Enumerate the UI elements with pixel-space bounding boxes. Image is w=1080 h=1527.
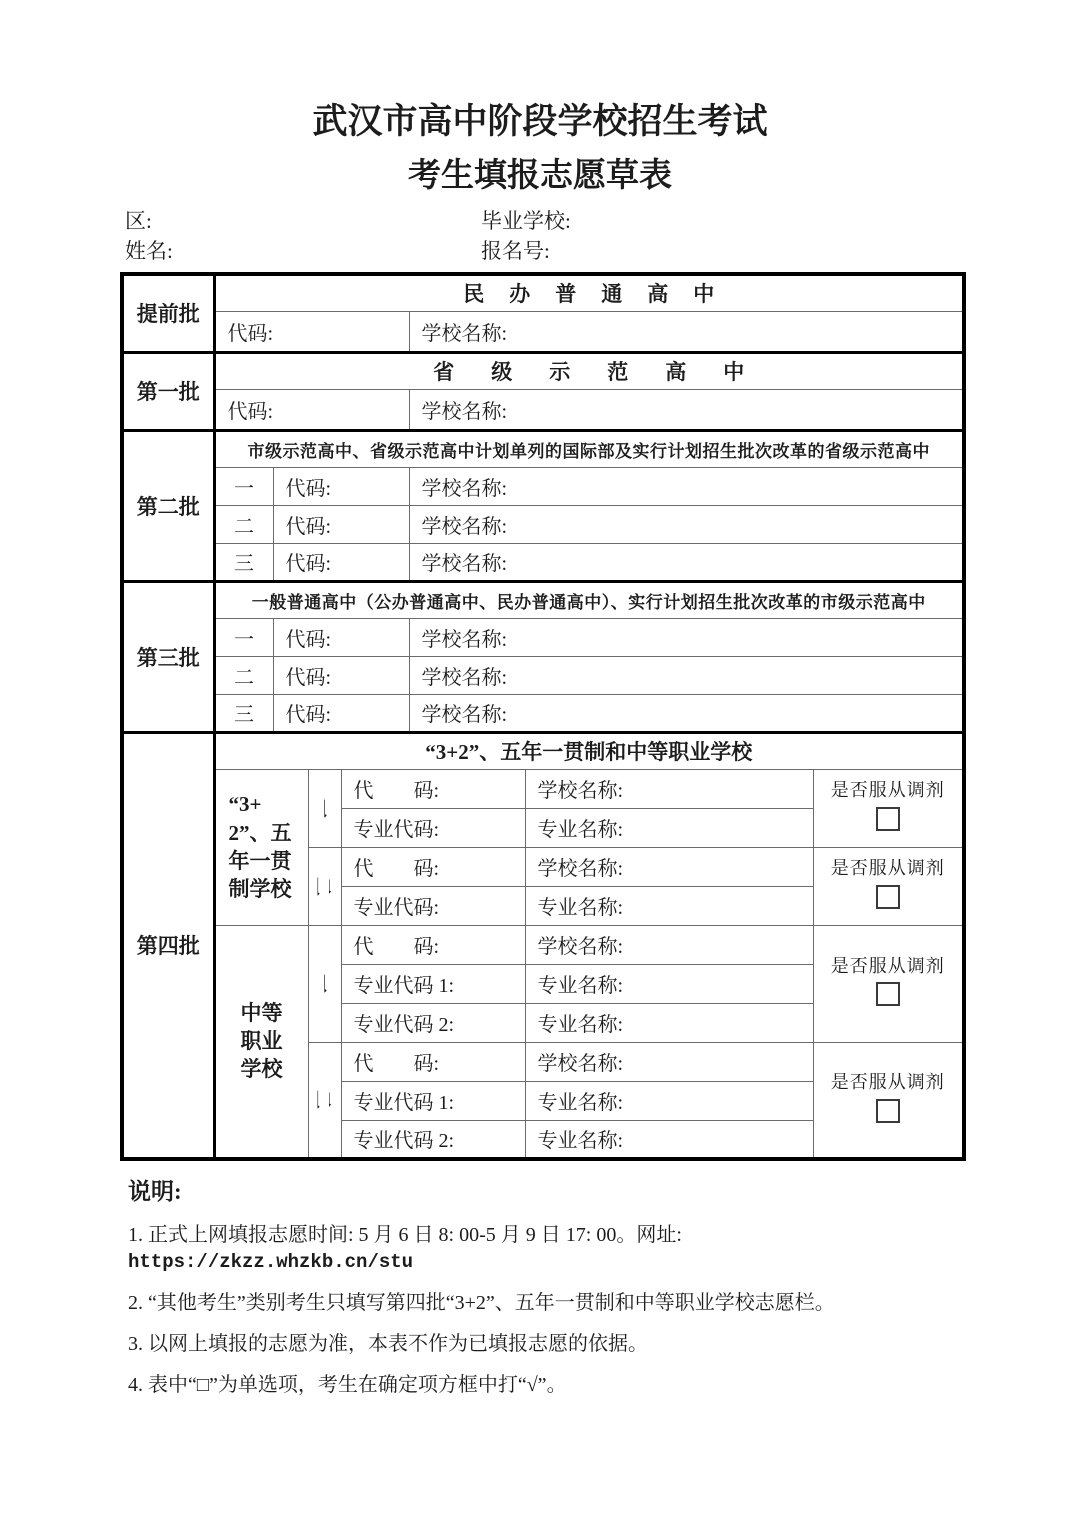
note-item-4: 4. 表中“□”为单选项，考生在确定项方框中打“√”。 — [128, 1373, 567, 1396]
school-name-label: 学校名称: — [409, 505, 964, 543]
graduation-school-label: 毕业学校: — [481, 209, 571, 233]
adjustment-checkbox[interactable] — [876, 885, 900, 909]
major-name-label: 专业名称: — [525, 964, 813, 1003]
code-label: 代码: — [273, 656, 409, 694]
school-name-label: 学校名称: — [525, 1042, 813, 1081]
major-name-label: 专业名称: — [525, 1003, 813, 1042]
choice-index: 二 — [308, 1042, 341, 1159]
adjustment-checkbox[interactable] — [876, 982, 900, 1006]
info-row-1 — [125, 206, 1080, 236]
adjustment-checkbox[interactable] — [876, 807, 900, 831]
major-code-label: 专业代码: — [341, 808, 525, 847]
website-url: https://zkzz.whzkb.cn/stu — [128, 1250, 414, 1273]
school-name-label: 学校名称: — [409, 656, 964, 694]
note-item-3: 3. 以网上填报的志愿为准，本表不作为已填报志愿的依据。 — [128, 1332, 648, 1355]
note-item-1 — [128, 1222, 958, 1275]
major-name-label: 专业名称: — [525, 1081, 813, 1120]
code-label: 代码: — [273, 467, 409, 505]
note-item-2: 2. “其他考生”类别考生只填写第四批“3+2”、五年一贯制和中等职业学校志愿栏。 — [128, 1291, 835, 1314]
choice-index: 二 — [214, 505, 273, 543]
batch-0-category-header: 民办普通高中 — [214, 274, 964, 311]
choice-index: 三 — [214, 694, 273, 732]
registration-number-label: 报名号: — [481, 239, 550, 263]
adjustment-cell — [813, 1042, 964, 1159]
school-name-label: 学校名称: — [409, 389, 964, 430]
school-name-label: 学校名称: — [409, 467, 964, 505]
major-name-label: 专业名称: — [525, 1120, 813, 1159]
candidate-info — [125, 206, 1080, 266]
adjustment-cell — [813, 925, 964, 1042]
volunteer-table — [120, 272, 966, 1161]
group-vocational-label: 中等职业学校 — [214, 925, 308, 1159]
adjustment-label: 是否服从调剂 — [830, 1071, 945, 1092]
major-code-2-label: 专业代码 2: — [341, 1003, 525, 1042]
major-name-label: 专业名称: — [525, 886, 813, 925]
batch-2-category-header: 市级示范高中、省级示范高中计划单列的国际部及实行计划招生批次改革的省级示范高中 — [214, 430, 964, 467]
major-code-1-label: 专业代码 1: — [341, 1081, 525, 1120]
school-name-label: 学校名称: — [525, 847, 813, 886]
code-label: 代码: — [273, 618, 409, 656]
batch-1-category-header: 省级示范高中 — [214, 352, 964, 389]
batch-4-label: 第四批 — [122, 732, 214, 1159]
choice-index: 三 — [214, 543, 273, 581]
code-label: 代 码: — [341, 1042, 525, 1081]
adjustment-label: 是否服从调剂 — [830, 780, 945, 801]
choice-index: 二 — [214, 656, 273, 694]
notes-section — [128, 1177, 958, 1398]
code-label: 代码: — [214, 389, 409, 430]
batch-1-label: 第一批 — [122, 352, 214, 430]
adjustment-cell — [813, 847, 964, 925]
page-title: 武汉市高中阶段学校招生考试 — [312, 102, 768, 141]
choice-index: 二 — [308, 847, 341, 925]
code-label: 代码: — [273, 694, 409, 732]
notes-heading: 说明: — [128, 1179, 182, 1204]
code-label: 代码: — [273, 543, 409, 581]
code-label: 代 码: — [341, 925, 525, 964]
batch-3-category-header: 一般普通高中（公办普通高中、民办普通高中）、实行计划招生批次改革的市级示范高中 — [214, 581, 964, 618]
school-name-label: 学校名称: — [525, 769, 813, 808]
school-name-label: 学校名称: — [409, 311, 964, 352]
major-code-label: 专业代码: — [341, 886, 525, 925]
major-code-1-label: 专业代码 1: — [341, 964, 525, 1003]
choice-index: 一 — [308, 925, 341, 1042]
major-code-2-label: 专业代码 2: — [341, 1120, 525, 1159]
name-label: 姓名: — [125, 239, 173, 263]
code-label: 代码: — [214, 311, 409, 352]
choice-index: 一 — [308, 769, 341, 847]
code-label: 代 码: — [341, 769, 525, 808]
school-name-label: 学校名称: — [409, 694, 964, 732]
school-name-label: 学校名称: — [409, 618, 964, 656]
code-label: 代码: — [273, 505, 409, 543]
district-label: 区: — [125, 209, 152, 233]
school-name-label: 学校名称: — [525, 925, 813, 964]
page-subtitle: 考生填报志愿草表 — [408, 158, 672, 194]
adjustment-cell — [813, 769, 964, 847]
adjustment-checkbox[interactable] — [876, 1099, 900, 1123]
group-32-label: “3+2”、五年一贯制学校 — [214, 769, 308, 925]
batch-4-category-header: “3+2”、五年一贯制和中等职业学校 — [214, 732, 964, 769]
note-1-text: 1. 正式上网填报志愿时间: 5 月 6 日 8: 00-5 月 9 日 17: 00。网址: — [128, 1223, 682, 1246]
batch-2-label: 第二批 — [122, 430, 214, 581]
school-name-label: 学校名称: — [409, 543, 964, 581]
code-label: 代 码: — [341, 847, 525, 886]
adjustment-label: 是否服从调剂 — [830, 858, 945, 879]
adjustment-label: 是否服从调剂 — [830, 955, 945, 976]
choice-index: 一 — [214, 618, 273, 656]
major-name-label: 专业名称: — [525, 808, 813, 847]
batch-3-label: 第三批 — [122, 581, 214, 732]
choice-index: 一 — [214, 467, 273, 505]
batch-0-label: 提前批 — [122, 274, 214, 352]
info-row-2 — [125, 236, 1080, 266]
